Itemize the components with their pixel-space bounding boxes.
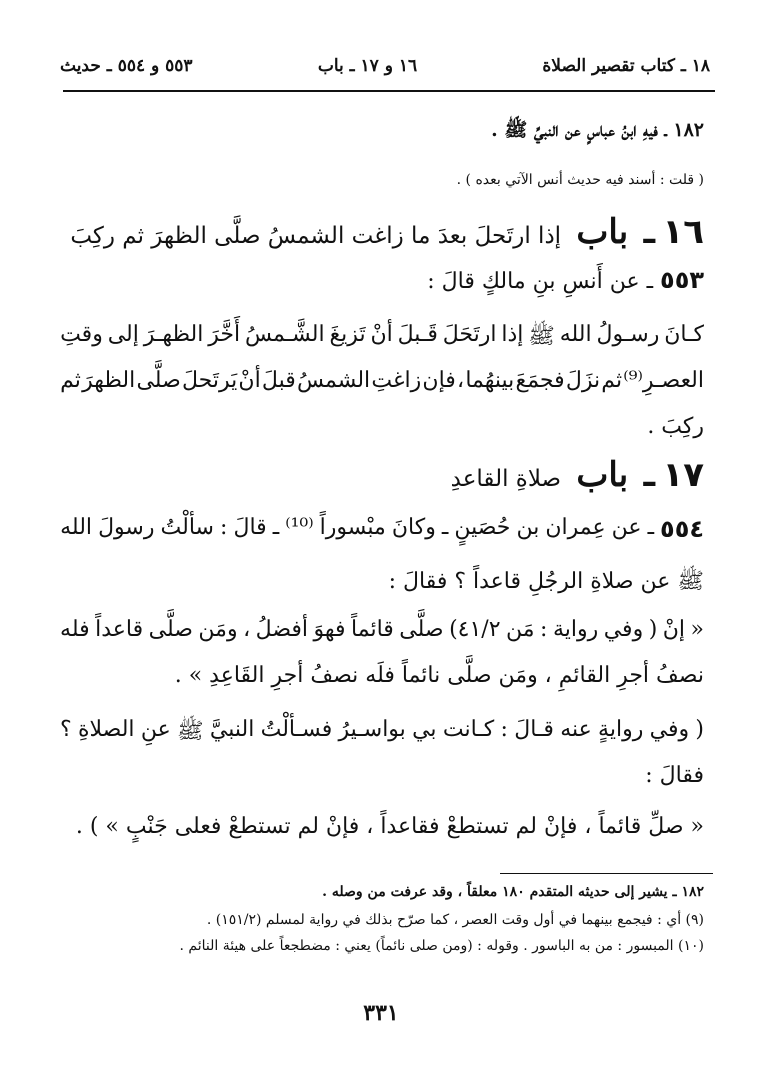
word: ـ [441, 515, 449, 540]
word: إنْ [662, 617, 686, 642]
word: عنه [560, 717, 592, 742]
running-header [60, 48, 710, 84]
word: بواسـيرُ [338, 717, 406, 742]
footnote-9: (٩) أي : فيجمع بينهما في أول وقت العصر ، كما صرّح بذلك في رواية لمسلم (١٥١/٢) . [206, 912, 704, 928]
word: ﷺ [177, 719, 204, 744]
word: كـانَ [664, 322, 704, 347]
hadith-554-line [60, 617, 704, 642]
word: الظهـرَ [143, 322, 204, 347]
word: رواية [552, 617, 599, 642]
word: ٤١/٢) [449, 617, 501, 642]
hadith-553-line: ركِبَ . [647, 414, 704, 439]
word: قـالَ [514, 717, 554, 742]
hadith-554-heading [60, 515, 704, 543]
word: « [690, 617, 704, 642]
word: الظهرَ [82, 368, 136, 393]
word: صلَّى [136, 368, 181, 393]
word: : [220, 515, 228, 540]
word: فإن [422, 368, 456, 393]
word: قَـبلَ [397, 322, 438, 347]
word: رسولَ [98, 515, 155, 540]
hadith-554-line: « صلِّ قائماً ، فإنْ لم تستطعْ فقاعداً ، فإنْ لم تستطعْ فعلى جَنْبٍ » ) . [75, 814, 704, 839]
word: الشمسُ [296, 368, 371, 393]
word: بينهُما [465, 368, 515, 393]
word: ، [243, 617, 251, 642]
word: ـ [272, 515, 280, 540]
bab-number: ١٧ [662, 455, 704, 495]
word: الله [60, 515, 93, 540]
word: كـانت [442, 717, 495, 742]
word: : [500, 717, 508, 742]
word: تَزيغَ [329, 322, 366, 347]
word: عن [611, 515, 642, 540]
word: فسـألْتُ [260, 717, 333, 742]
word: فله [60, 617, 90, 642]
footnote-rule [500, 873, 713, 874]
word: : [540, 617, 548, 642]
word: مبْسوراً [319, 515, 386, 540]
bab-16-heading [60, 212, 704, 252]
hadith-number: ٥٥٣ [660, 266, 704, 294]
bab-title: صلاةِ القاعدِ [450, 466, 562, 492]
word: ﷺ [528, 324, 555, 349]
header-hadiths: ٥٥٣ و ٥٥٤ ـ حديث [60, 56, 193, 76]
word: فجمَعَ [515, 368, 565, 393]
word: أَخَّرَ [208, 322, 241, 347]
word: حُصَينٍ [454, 515, 511, 540]
footnote-10: (١٠) المبسور : من به الباسور . وقوله : (ومن صلى نائماً) يعني : مضطجعاً على هيئة النائم . [179, 938, 704, 954]
header-sections: ١٦ و ١٧ ـ باب [317, 56, 418, 76]
word: ومَن [198, 617, 238, 642]
word: وفي [603, 617, 644, 642]
hadith-554-line: فقالَ : [645, 763, 704, 788]
word: ثم [601, 368, 623, 393]
word: ( [695, 717, 704, 742]
header-rule [63, 90, 715, 92]
word: الصلاةِ [78, 717, 135, 742]
footnote-182: ١٨٢ ـ يشير إلى حديثه المتقدم ١٨٠ معلقاً ، وقد عرفت من وصله . [322, 884, 704, 900]
word: وقتِ [60, 322, 103, 347]
word: إذا [501, 322, 524, 347]
word: أفضلُ [255, 617, 309, 642]
word: ⁽¹⁰⁾ [285, 515, 314, 540]
hadith-554-line [60, 717, 704, 749]
word: رسـولُ [596, 322, 660, 347]
word: روايةٍ [598, 717, 644, 742]
page-number: ٣٣١ [363, 1000, 399, 1026]
word: وكانَ [391, 515, 436, 540]
item-182: ١٨٢ ـ فيهِ ابنُ عباسٍ عن النبيِّ ﷺ . [491, 119, 704, 141]
word: وفي [649, 717, 690, 742]
word: قائماً [351, 617, 394, 642]
word: أنْ [238, 368, 261, 393]
word: سألْتُ [160, 515, 214, 540]
word: فهوَ [313, 617, 346, 642]
word: ـ [647, 515, 655, 540]
hadith-553-heading [60, 266, 704, 294]
editor-note: ( قلت : أسند فيه حديث أنس الآتي بعده ) . [456, 172, 704, 188]
bab-title: إذا ارتَحلَ بعدَ ما زاغت الشمسُ صلَّى الظهرَ ثم ركِبَ [70, 223, 562, 249]
word: إلى [107, 322, 139, 347]
word: ؟ [60, 717, 72, 742]
word: ( [648, 617, 658, 642]
bab-word: باب [576, 212, 629, 252]
hadith-intro: ـ عن أَنسِ بنِ مالكٍ قالَ : [427, 269, 654, 294]
word: يَرتَحلَ [181, 368, 238, 393]
bab-dash: ـ [643, 455, 656, 495]
word: قبلَ [261, 368, 296, 393]
word: صلَّى [399, 617, 444, 642]
bab-word: باب [576, 455, 629, 495]
hadith-554-line: ﷺ عن صلاةِ الرجُلِ قاعداً ؟ فقالَ : [388, 569, 704, 594]
word: عنِ [140, 717, 171, 742]
word: مَن [506, 617, 535, 642]
word: الشَّـمسُ [244, 322, 325, 347]
word: زاغتِ [371, 368, 422, 393]
word: أنْ [370, 322, 393, 347]
word: بي [412, 717, 437, 742]
word: صلَّى [148, 617, 193, 642]
word: النبيَّ [209, 717, 255, 742]
word: العصـرِ⁽⁹⁾ [623, 368, 704, 393]
word: الله [559, 322, 592, 347]
word: عِمران [545, 515, 606, 540]
word: ، [457, 368, 465, 393]
bab-17-heading [60, 455, 704, 495]
word: قاعداً [95, 617, 144, 642]
hadith-number: ٥٥٤ [660, 515, 704, 543]
hadith-554-line: نصفُ أجرِ القائمِ ، ومَن صلَّى نائماً فلَه نصفُ أجرِ القَاعِدِ » . [174, 663, 704, 688]
hadith-553-line [60, 368, 704, 393]
header-chapter: ١٨ ـ كتاب تقصير الصلاة [542, 56, 710, 76]
bab-dash: ـ [643, 212, 656, 252]
bab-number: ١٦ [662, 212, 704, 252]
hadith-553-line [60, 322, 704, 354]
word: بن [516, 515, 540, 540]
word: نزَلَ [565, 368, 601, 393]
word: قالَ [233, 515, 267, 540]
word: ارتَحَلَ [442, 322, 497, 347]
word: ثم [60, 368, 81, 393]
